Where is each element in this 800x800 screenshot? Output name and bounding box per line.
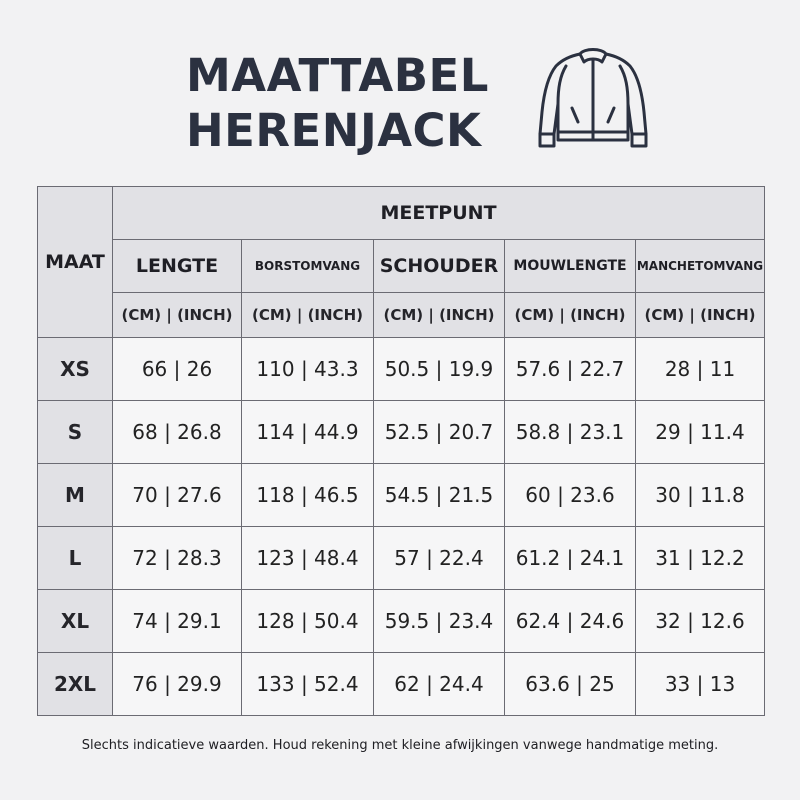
- table-cell: 62 | 24.4: [374, 653, 505, 716]
- table-cell: 57.6 | 22.7: [505, 338, 636, 401]
- table-cell: 62.4 | 24.6: [505, 590, 636, 653]
- unit-header: (CM) | (INCH): [374, 293, 505, 338]
- table-cell: 118 | 46.5: [242, 464, 374, 527]
- table-row: [38, 464, 765, 527]
- table-cell: 68 | 26.8: [113, 401, 242, 464]
- size-label: 2XL: [38, 653, 113, 716]
- column-header-schouder: SCHOUDER: [374, 240, 505, 293]
- table-cell: 33 | 13: [636, 653, 765, 716]
- column-header-lengte: LENGTE: [113, 240, 242, 293]
- table-cell: 32 | 12.6: [636, 590, 765, 653]
- column-header-mouwlengte: MOUWLENGTE: [505, 240, 636, 293]
- table-cell: 72 | 28.3: [113, 527, 242, 590]
- size-label: XS: [38, 338, 113, 401]
- table-cell: 54.5 | 21.5: [374, 464, 505, 527]
- table-cell: 52.5 | 20.7: [374, 401, 505, 464]
- table-cell: 61.2 | 24.1: [505, 527, 636, 590]
- table-cell: 114 | 44.9: [242, 401, 374, 464]
- size-label: XL: [38, 590, 113, 653]
- unit-header: (CM) | (INCH): [242, 293, 374, 338]
- measurement-group-header: MEETPUNT: [113, 187, 765, 240]
- table-cell: 30 | 11.8: [636, 464, 765, 527]
- column-header-borstomvang: BORSTOMVANG: [242, 240, 374, 293]
- table-cell: 57 | 22.4: [374, 527, 505, 590]
- table-row: [38, 653, 765, 716]
- table-cell: 66 | 26: [113, 338, 242, 401]
- table-cell: 110 | 43.3: [242, 338, 374, 401]
- title-line-1: MAATTABEL: [186, 49, 489, 102]
- table-cell: 29 | 11.4: [636, 401, 765, 464]
- table-cell: 74 | 29.1: [113, 590, 242, 653]
- table-cell: 50.5 | 19.9: [374, 338, 505, 401]
- column-header-manchetomvang: MANCHETOMVANG: [636, 240, 765, 293]
- size-label: M: [38, 464, 113, 527]
- table-cell: 59.5 | 23.4: [374, 590, 505, 653]
- table-row: [38, 401, 765, 464]
- table-row: [38, 590, 765, 653]
- size-column-header: MAAT: [38, 187, 113, 338]
- jacket-icon: [536, 42, 650, 154]
- table-cell: 58.8 | 23.1: [505, 401, 636, 464]
- unit-header: (CM) | (INCH): [636, 293, 765, 338]
- table-cell: 123 | 48.4: [242, 527, 374, 590]
- table-cell: 60 | 23.6: [505, 464, 636, 527]
- table-cell: 128 | 50.4: [242, 590, 374, 653]
- table-cell: 76 | 29.9: [113, 653, 242, 716]
- footnote: Slechts indicatieve waarden. Houd rekening met kleine afwijkingen vanwege handmatige meting.: [81, 738, 719, 753]
- table-cell: 133 | 52.4: [242, 653, 374, 716]
- table-cell: 63.6 | 25: [505, 653, 636, 716]
- title-line-2: HERENJACK: [186, 104, 482, 157]
- unit-header: (CM) | (INCH): [113, 293, 242, 338]
- page-title: [186, 48, 489, 158]
- size-label: L: [38, 527, 113, 590]
- table-cell: 31 | 12.2: [636, 527, 765, 590]
- table-row: [38, 527, 765, 590]
- table-cell: 28 | 11: [636, 338, 765, 401]
- size-table: [37, 186, 765, 716]
- table-cell: 70 | 27.6: [113, 464, 242, 527]
- table-row: [38, 338, 765, 401]
- size-label: S: [38, 401, 113, 464]
- unit-header: (CM) | (INCH): [505, 293, 636, 338]
